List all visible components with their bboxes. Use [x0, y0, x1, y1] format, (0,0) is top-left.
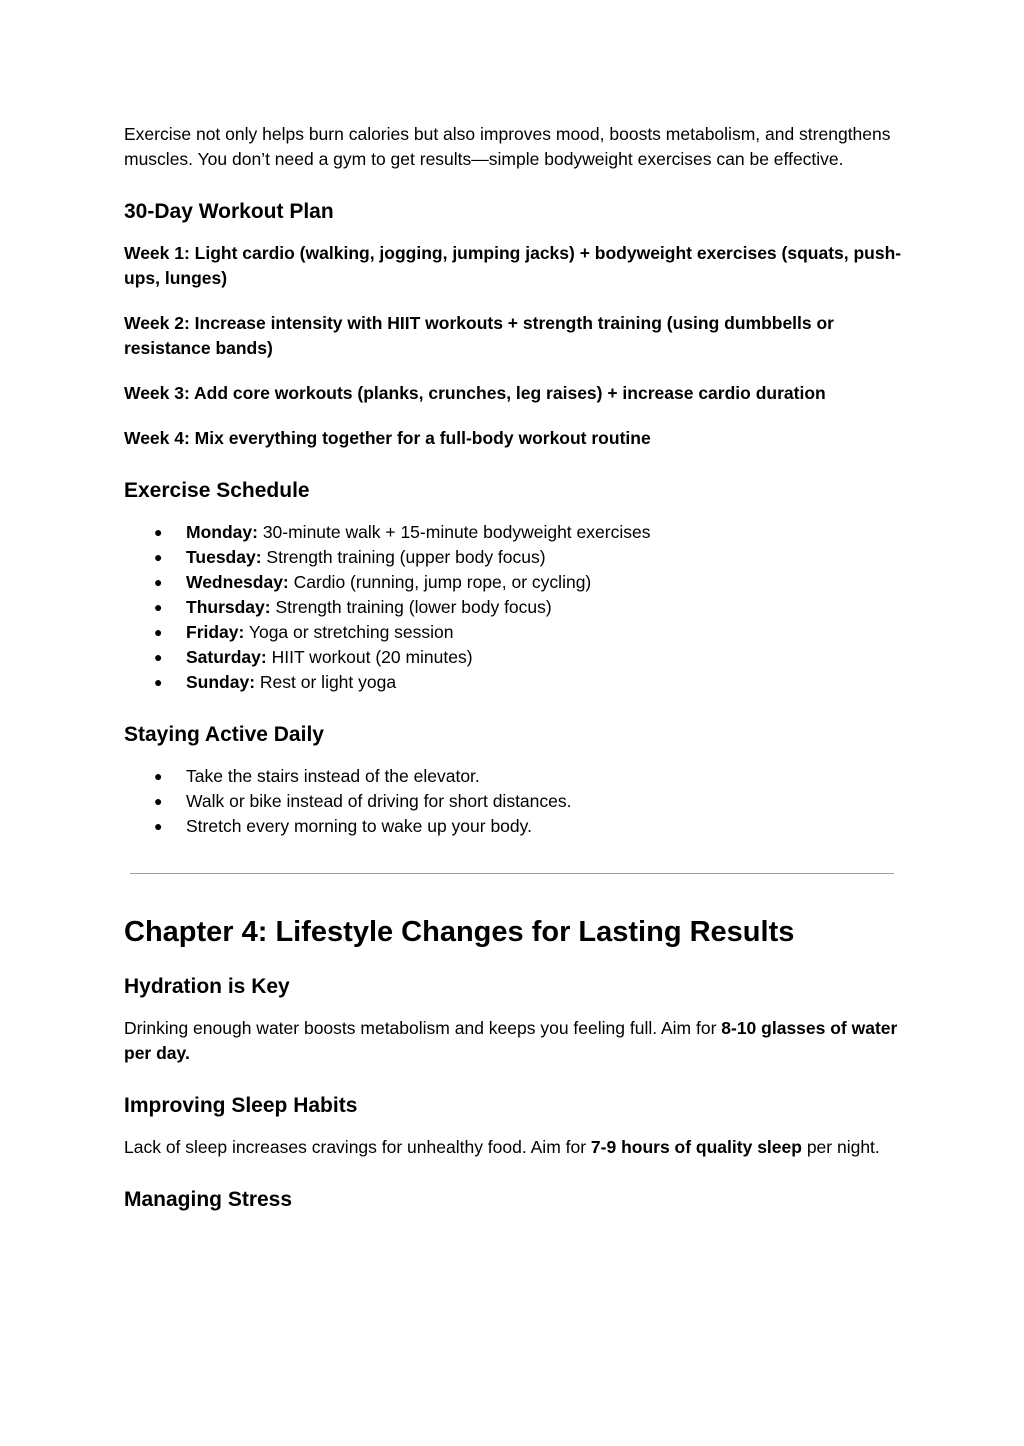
- bullet-icon: ●: [154, 524, 163, 540]
- bullet-icon: ●: [154, 793, 163, 809]
- list-item: [124, 545, 904, 570]
- tip-text: Take the stairs instead of the elevator.: [186, 766, 480, 786]
- day-activity: Yoga or stretching session: [244, 622, 454, 642]
- document-page: [124, 122, 904, 1215]
- day-activity: 30-minute walk + 15-minute bodyweight exercises: [257, 522, 651, 542]
- day-activity: Strength training (upper body focus): [261, 547, 546, 567]
- bullet-icon: ●: [154, 768, 163, 784]
- chapter-title: Chapter 4: Lifestyle Changes for Lasting Results: [124, 916, 795, 948]
- list-item: [124, 645, 904, 670]
- list-item: [124, 764, 904, 789]
- week-4-plan: Week 4: Mix everything together for a full-body workout routine: [124, 428, 651, 448]
- exercise-schedule-heading: Exercise Schedule: [124, 479, 310, 502]
- week-2-plan: Week 2: Increase intensity with HIIT workouts + strength training (using dumbbells or resistance bands): [124, 313, 834, 358]
- staying-active-list: [124, 764, 904, 839]
- day-label: Sunday:: [186, 672, 256, 692]
- day-label: Wednesday:: [186, 572, 289, 592]
- day-label: Monday:: [186, 522, 258, 542]
- bullet-icon: ●: [154, 624, 163, 640]
- tip-text: Stretch every morning to wake up your body.: [186, 816, 532, 836]
- week-3-plan: Week 3: Add core workouts (planks, crunches, leg raises) + increase cardio duration: [124, 383, 826, 403]
- tip-text: Walk or bike instead of driving for short distances.: [186, 791, 572, 811]
- day-activity: HIIT workout (20 minutes): [266, 647, 473, 667]
- staying-active-heading: Staying Active Daily: [124, 723, 324, 746]
- workout-plan-heading: 30-Day Workout Plan: [124, 200, 334, 223]
- sleep-paragraph: [124, 1135, 904, 1160]
- list-item: [124, 595, 904, 620]
- section-divider: [130, 873, 894, 874]
- day-activity: Strength training (lower body focus): [270, 597, 552, 617]
- hydration-emphasis: 8-10 glasses of water per day.: [124, 1018, 898, 1063]
- day-label: Friday:: [186, 622, 245, 642]
- stress-heading: Managing Stress: [124, 1188, 293, 1211]
- list-item: [124, 620, 904, 645]
- sleep-text: Lack of sleep increases cravings for unhealthy food. Aim for: [124, 1137, 591, 1157]
- exercise-schedule-list: [124, 520, 904, 695]
- day-label: Thursday:: [186, 597, 271, 617]
- day-activity: Cardio (running, jump rope, or cycling): [288, 572, 592, 592]
- sleep-text-end: per night.: [801, 1137, 880, 1157]
- bullet-icon: ●: [154, 649, 163, 665]
- hydration-heading: Hydration is Key: [124, 975, 290, 998]
- bullet-icon: ●: [154, 818, 163, 834]
- day-label: Saturday:: [186, 647, 267, 667]
- list-item: [124, 520, 904, 545]
- list-item: [124, 814, 904, 839]
- bullet-icon: ●: [154, 599, 163, 615]
- intro-paragraph: Exercise not only helps burn calories but also improves mood, boosts metabolism, and strengthens muscles. You don’t need a gym to get results—simple bodyweight exercises can be effective.: [124, 124, 891, 169]
- sleep-heading: Improving Sleep Habits: [124, 1094, 358, 1117]
- day-activity: Rest or light yoga: [255, 672, 397, 692]
- bullet-icon: ●: [154, 549, 163, 565]
- bullet-icon: ●: [154, 574, 163, 590]
- day-label: Tuesday:: [186, 547, 262, 567]
- list-item: [124, 789, 904, 814]
- sleep-emphasis: 7-9 hours of quality sleep: [590, 1137, 802, 1157]
- week-1-plan: Week 1: Light cardio (walking, jogging, jumping jacks) + bodyweight exercises (squats, push-ups, lunges): [124, 243, 902, 288]
- hydration-paragraph: [124, 1016, 904, 1066]
- list-item: [124, 670, 904, 695]
- list-item: [124, 570, 904, 595]
- hydration-text: Drinking enough water boosts metabolism and keeps you feeling full. Aim for: [124, 1018, 722, 1038]
- bullet-icon: ●: [154, 674, 163, 690]
